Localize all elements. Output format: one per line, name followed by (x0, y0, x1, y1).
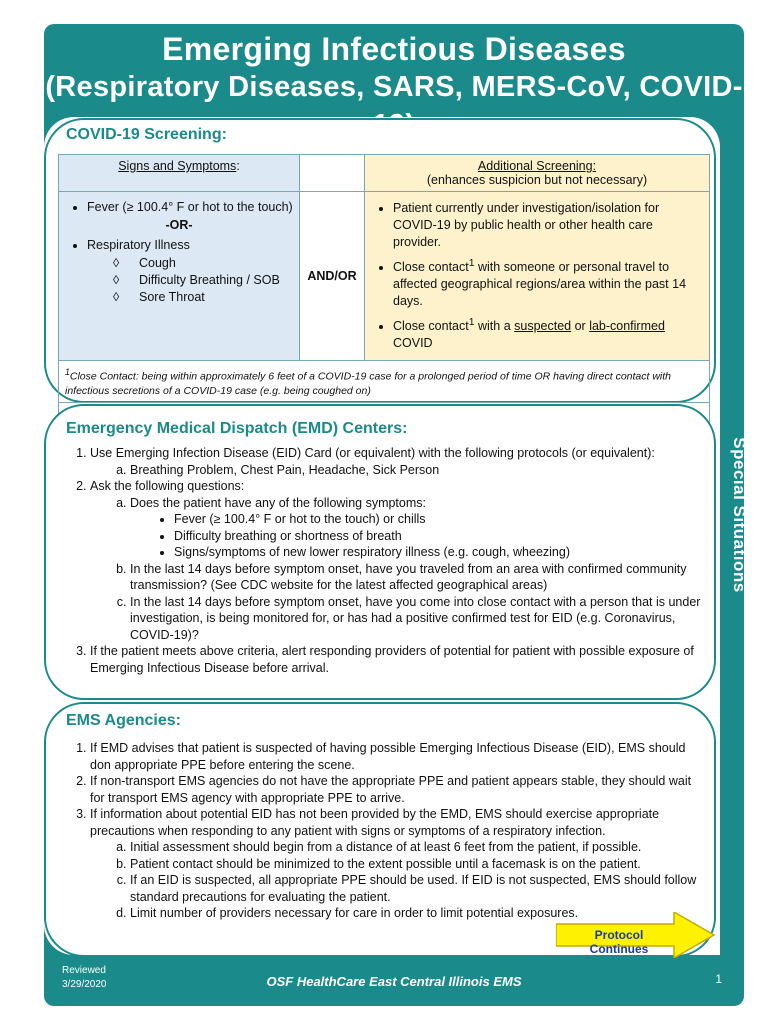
close-contact-label: Close contact (393, 319, 469, 334)
footnote-mark: 1 (468, 258, 475, 269)
additional-cell (365, 192, 710, 361)
andor-text: AND/OR (307, 269, 357, 284)
ems-item-3b: b. Patient contact should be minimized to the extent possible until a facemask is on the patient. (130, 856, 704, 873)
emd-symptom-3: • Signs/symptoms of new lower respiratory illness (e.g. cough, wheezing) (174, 544, 704, 561)
emd-list (44, 445, 704, 676)
title-line-1: Emerging Infectious Diseases (162, 31, 626, 67)
symptom-sob: ◊ Difficulty Breathing / SOB (115, 273, 293, 287)
additional-item-3 (393, 314, 703, 352)
additional-sub: (enhances suspicion but not necessary) (426, 173, 648, 187)
additional-item-1: • Patient currently under investigation/isolation for COVID-19 by public health or other health care provider. (393, 200, 703, 251)
reviewed-date: 3/29/2020 (62, 979, 107, 990)
ems-item-1: 1. If EMD advises that patient is suspected of having possible Emerging Infectious Disease (EID), EMS should don appropriate PPE before entering the scene. (90, 740, 704, 773)
emd-item-2 (90, 478, 704, 643)
additional-item-2 (393, 255, 703, 310)
organization-name: OSF HealthCare East Central Illinois EMS (266, 974, 522, 989)
ems-item-3a: a. Initial assessment should begin from a distance of at least 6 feet from the patient, if possible. (130, 839, 704, 856)
signs-cell (59, 192, 300, 361)
ems-item-3c: c. If an EID is suspected, all appropriate PPE should be used. If EID is not suspected, EMS should follow standard precautions for evaluating the patient. (130, 872, 704, 905)
lab-confirmed-text: lab-confirmed (589, 319, 665, 334)
page-number: 1 (715, 972, 722, 986)
symptom-cough: ◊ Cough (115, 256, 293, 270)
signs-header-cell (59, 155, 300, 192)
resp-item: • Respiratory Illness (87, 238, 293, 252)
side-label (724, 415, 750, 615)
emd-item-1-text: Use Emerging Infection Disease (EID) Card (or equivalent) with the following protocols (or equivalent): (90, 446, 655, 460)
andor-header-cell (300, 155, 365, 192)
symptom-sore-throat: ◊ Sore Throat (115, 290, 293, 304)
or-text: -OR- (165, 218, 193, 232)
additional-header: Additional Screening: (477, 159, 597, 173)
emd-item-2a-text: Does the patient have any of the following symptoms: (130, 495, 426, 510)
screening-table (58, 154, 710, 424)
emd-heading: Emergency Medical Dispatch (EMD) Centers: (66, 420, 408, 437)
footnote-sup: 1 (65, 367, 70, 378)
screening-heading: COVID-19 Screening: (66, 126, 227, 143)
andor-cell (300, 192, 365, 361)
fever-item: • Fever (≥ 100.4° F or hot to the touch) (87, 200, 293, 214)
suspected-text: suspected (514, 319, 572, 334)
title-line-2: (Respiratory Diseases, SARS, MERS-CoV, COVID- (45, 71, 743, 103)
emd-list-wrap (44, 445, 704, 676)
text-fragment: COVID (393, 336, 433, 351)
emd-item-2b: b. In the last 14 days before symptom onset, have you traveled from an area with confirmed community transmission? (See CDC website for the latest affected geographical areas) (130, 561, 704, 594)
ems-heading: EMS Agencies: (66, 712, 181, 729)
footnote-mark: 1 (468, 317, 475, 329)
emd-item-1a: a. Breathing Problem, Chest Pain, Headache, Sick Person (130, 462, 704, 479)
text-fragment: or (571, 319, 590, 334)
footer (44, 960, 744, 1006)
text-fragment: with a (474, 319, 515, 334)
additional-item-2-text: with someone or personal travel to affected geographical regions/area within the past 14 days. (393, 260, 687, 309)
emd-item-2c: c. In the last 14 days before symptom onset, have you come into close contact with a person that is under investigation, is being monitored for, or has had a positive confirmed test for EID (e.g. Coronavirus, COVID-19)? (130, 594, 704, 644)
emd-item-1 (90, 445, 704, 478)
signs-header-colon: : (236, 159, 240, 173)
protocol-continues-arrow[interactable] (556, 912, 716, 958)
emd-symptom-2: • Difficulty breathing or shortness of breath (174, 528, 704, 545)
emd-item-2a (130, 495, 704, 561)
reviewed-label: Reviewed (62, 965, 106, 976)
footnote-text: Close Contact: being within approximately 6 feet of a COVID-19 case for a prolonged period of time OR having direct contact with infectious secretions of a COVID-19 case (e.g. being coughed on) (65, 370, 672, 397)
close-contact-label: Close contact (393, 260, 469, 275)
ems-item-3d: d. Limit number of providers necessary for care in order to limit potential exposures. (130, 905, 704, 922)
signs-header: Signs and Symptoms (118, 159, 237, 173)
emd-item-2-text: Ask the following questions: (90, 479, 245, 493)
emd-item-3: 3. If the patient meets above criteria, alert responding providers of potential for patient with possible exposure of Emerging Infectious Disease before arrival. (90, 643, 704, 676)
additional-header-cell (365, 155, 710, 192)
ems-item-3 (90, 806, 704, 922)
ems-item-3-text: If information about potential EID has not been provided by the EMD, EMS should exercise appropriate precautions when responding to any patient with signs or symptoms of a respiratory infection. (90, 807, 660, 838)
side-label-text: Special Situations (730, 437, 749, 593)
ems-item-2: 2. If non-transport EMS agencies do not have the appropriate PPE and patient appears stable, they should wait for transport EMS agency with appropriate PPE to arrive. (90, 773, 704, 806)
protocol-continues-text: Protocol Continues (589, 928, 649, 956)
emd-symptom-1: • Fever (≥ 100.4° F or hot to the touch) or chills (174, 511, 704, 528)
ems-list (44, 740, 704, 922)
ems-list-wrap (44, 740, 704, 922)
footnote-cell (59, 361, 710, 403)
